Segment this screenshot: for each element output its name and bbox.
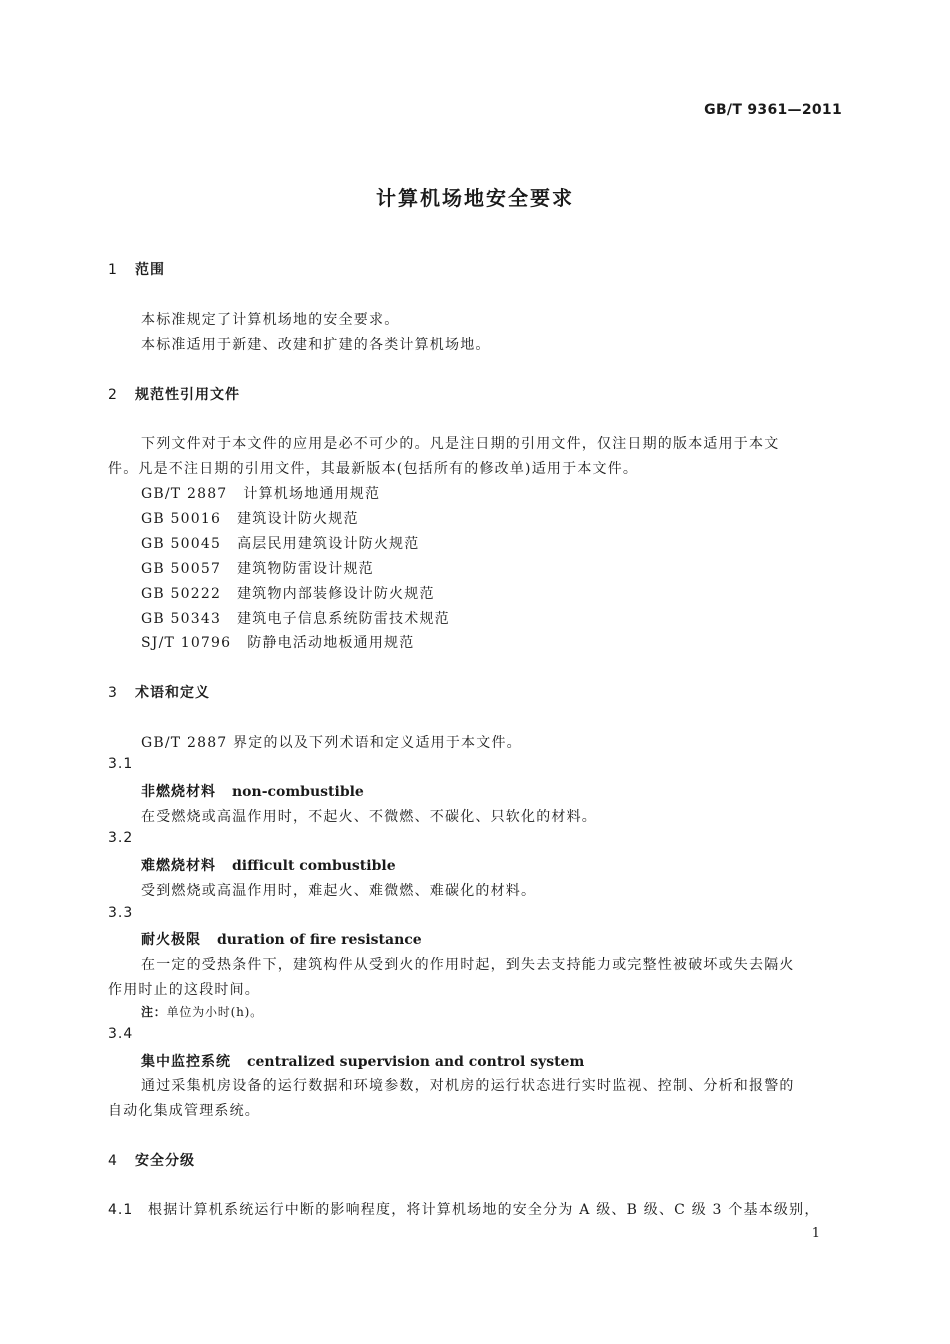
section-title: 安全分级 — [135, 1153, 195, 1169]
section-number: 1 — [108, 262, 118, 278]
reference-title: 防静电活动地板通用规范 — [247, 635, 415, 651]
term-en: difficult combustible — [232, 858, 396, 874]
reference-item — [141, 558, 374, 578]
paragraph: 本标准规定了计算机场地的安全要求。 — [141, 312, 400, 328]
reference-title: 建筑设计防火规范 — [237, 511, 359, 527]
term-zh: 非燃烧材料 — [141, 784, 216, 800]
reference-code: SJ/T 10796 — [141, 635, 232, 651]
reference-item — [141, 483, 380, 503]
clause-number: 4.1 — [108, 1202, 134, 1218]
term-definition: 自动化集成管理系统。 — [108, 1103, 260, 1119]
reference-item — [141, 533, 419, 553]
reference-item — [141, 632, 414, 652]
term-number: 3.1 — [108, 756, 134, 772]
note-text: 单位为小时(h)。 — [166, 1005, 263, 1019]
term-zh: 集中监控系统 — [141, 1054, 231, 1070]
term-en: non-combustible — [232, 784, 364, 800]
term-heading — [141, 1051, 584, 1071]
reference-code: GB 50222 — [141, 586, 222, 602]
section-1-heading — [108, 259, 165, 279]
paragraph: 下列文件对于本文件的应用是必不可少的。凡是注日期的引用文件，仅注日期的版本适用于本文 — [141, 436, 780, 452]
section-title: 术语和定义 — [135, 685, 210, 701]
term-definition: 作用时止的这段时间。 — [108, 982, 260, 998]
reference-code: GB 50045 — [141, 536, 222, 552]
document-title: 计算机场地安全要求 — [376, 186, 574, 210]
paragraph: GB/T 2887 界定的以及下列术语和定义适用于本文件。 — [141, 735, 522, 751]
term-en: duration of fire resistance — [217, 932, 422, 948]
reference-code: GB/T 2887 — [141, 486, 228, 502]
note — [141, 1003, 263, 1020]
paragraph: 本标准适用于新建、改建和扩建的各类计算机场地。 — [141, 337, 491, 353]
section-title: 规范性引用文件 — [135, 387, 240, 403]
clause — [108, 1199, 820, 1219]
reference-item — [141, 583, 435, 603]
section-4-heading — [108, 1150, 195, 1170]
paragraph: 件。凡是不注日期的引用文件，其最新版本(包括所有的修改单)适用于本文件。 — [108, 461, 639, 477]
section-title: 范围 — [135, 262, 165, 278]
term-number: 3.3 — [108, 905, 134, 921]
reference-code: GB 50057 — [141, 561, 222, 577]
reference-code: GB 50016 — [141, 511, 222, 527]
section-number: 2 — [108, 387, 118, 403]
term-heading — [141, 781, 364, 801]
term-heading — [141, 855, 396, 875]
section-number: 4 — [108, 1153, 118, 1169]
reference-title: 建筑物防雷设计规范 — [237, 561, 374, 577]
term-zh: 难燃烧材料 — [141, 858, 216, 874]
section-number: 3 — [108, 685, 118, 701]
term-definition: 在受燃烧或高温作用时，不起火、不微燃、不碳化、只软化的材料。 — [141, 809, 597, 825]
standard-number: GB/T 9361—2011 — [704, 102, 842, 118]
term-definition: 在一定的受热条件下，建筑构件从受到火的作用时起，到失去支持能力或完整性被破坏或失去隔火 — [141, 957, 795, 973]
section-2-heading — [108, 384, 240, 404]
term-number: 3.4 — [108, 1026, 134, 1042]
section-3-heading — [108, 682, 210, 702]
reference-title: 高层民用建筑设计防火规范 — [237, 536, 420, 552]
note-label: 注： — [141, 1005, 167, 1019]
term-number: 3.2 — [108, 830, 134, 846]
reference-title: 计算机场地通用规范 — [243, 486, 381, 502]
reference-code: GB 50343 — [141, 611, 222, 627]
reference-title: 建筑物内部装修设计防火规范 — [237, 586, 435, 602]
reference-title: 建筑电子信息系统防雷技术规范 — [237, 611, 450, 627]
term-definition: 通过采集机房设备的运行数据和环境参数，对机房的运行状态进行实时监视、控制、分析和报警的 — [141, 1078, 795, 1094]
term-definition: 受到燃烧或高温作用时，难起火、难微燃、难碳化的材料。 — [141, 883, 537, 899]
term-heading — [141, 929, 422, 949]
reference-item — [141, 608, 450, 628]
clause-text: 根据计算机系统运行中断的影响程度，将计算机场地的安全分为 A 级、B 级、C 级 3 个基本级别， — [148, 1202, 820, 1218]
term-zh: 耐火极限 — [141, 932, 201, 948]
page-number: 1 — [811, 1226, 820, 1241]
term-en: centralized supervision and control system — [247, 1054, 585, 1070]
reference-item — [141, 508, 359, 528]
